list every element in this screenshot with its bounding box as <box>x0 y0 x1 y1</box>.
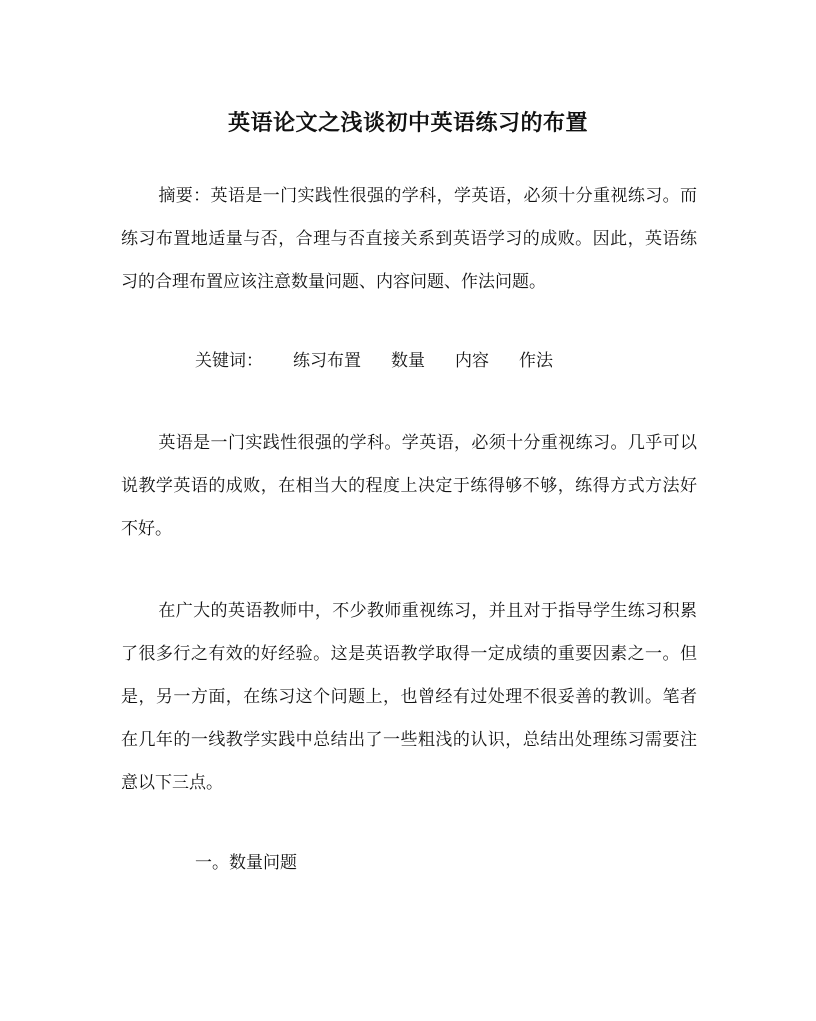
document-title: 英语论文之浅谈初中英语练习的布置 <box>227 110 588 136</box>
body-paragraph-2: 在广大的英语教师中，不少教师重视练习，并且对于指导学生练习积累了很多行之有效的好经验。这是英语教学取得一定成绩的重要因素之一。但是，另一方面，在练习这个问题上，也曾经有过处理不很妥善的教训。笔者在几年的一线教学实践中总结出了一些粗浅的认识，总结出处理练习需要注意以下三点。 <box>121 601 697 793</box>
keyword-item: 内容 <box>455 351 489 371</box>
keyword-item: 数量 <box>391 351 425 371</box>
keywords-line <box>195 346 553 371</box>
section-heading: 一。数量问题 <box>195 853 297 873</box>
body-paragraph-1: 英语是一门实践性很强的学科。学英语，必须十分重视练习。几乎可以说教学英语的成败，在相当大的程度上决定于练得够不够，练得方式方法好不好。 <box>121 433 697 539</box>
keyword-item: 作法 <box>519 351 553 371</box>
keyword-item: 练习布置 <box>293 351 361 371</box>
keywords-label: 关键词： <box>195 351 263 371</box>
abstract-paragraph: 摘要：英语是一门实践性很强的学科，学英语，必须十分重视练习。而练习布置地适量与否，合理与否直接关系到英语学习的成败。因此，英语练习的合理布置应该注意数量问题、内容问题、作法问题。 <box>121 186 697 292</box>
